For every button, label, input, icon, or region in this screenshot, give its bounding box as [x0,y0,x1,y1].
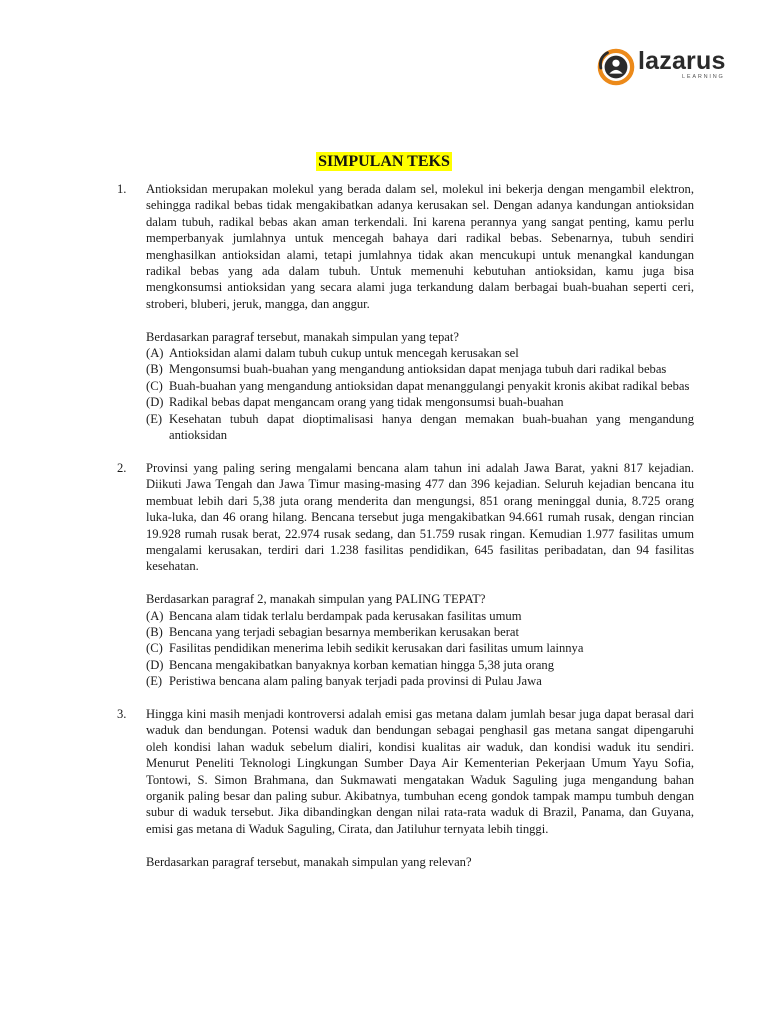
question-number: 3. [117,706,127,721]
option-d [146,394,694,410]
question-paragraph: Hingga kini masih menjadi kontroversi adalah emisi gas metana dalam jumlah besar juga dapat berasal dari waduk dan bendungan. Potensi waduk dan bendungan sebagai penghasil gas metana sangat dipengaruhi oleh kondisi lahan waduk sebelum dialiri, kondisi kualitas air waduk, dan kondisi waduk itu sendiri. Menurut Peneliti Teknologi Lingkungan Sumber Daya Air Kementerian Pekerjaan Umum Yayu Sofia, Tontowi, S. Simon Brahmana, dan Sukmawati mengatakan Waduk Saguling juga mengandung bahan organik paling besar dan paling subur. Akibatnya, tumbuhan eceng gondok tampak mampu tumbuh dengan subur di waduk tersebut. Jika dibandingkan dengan nilai rata-rata waduk di Brazil, Panama, dan Guyana, emisi gas metana di Waduk Saguling, Cirata, dan Jatiluhur ternyata lebih tinggi. [146,706,694,836]
lazarus-logo [597,48,726,86]
option-label: (C) [146,641,163,656]
lazarus-logo-icon [597,48,635,86]
option-text: Antioksidan alami dalam tubuh cukup untuk mencegah kerusakan sel [169,346,519,361]
logo-name: lazarus [638,47,726,76]
option-e [146,673,694,689]
option-text: Mengonsumsi buah-buahan yang mengandung antioksidan dapat menjaga tubuh dari radikal bebas [169,362,667,377]
option-a [146,345,694,361]
option-text: Fasilitas pendidikan menerima lebih sedikit kerusakan dari fasilitas umum lainnya [169,641,584,656]
option-b [146,624,694,640]
option-text: Bencana alam tidak terlalu berdampak pada kerusakan fasilitas umum [169,608,522,623]
option-label: (C) [146,378,163,393]
question-list [117,181,694,870]
question-1 [117,181,694,443]
option-e [146,411,694,444]
question-prompt: Berdasarkan paragraf tersebut, manakah simpulan yang relevan? [146,854,472,869]
title-text: SIMPULAN TEKS [318,153,450,170]
option-c [146,640,694,656]
option-label: (B) [146,624,163,639]
question-2 [117,460,694,690]
option-label: (D) [146,395,164,410]
option-d [146,657,694,673]
option-text: Kesehatan tubuh dapat dioptimalisasi hanya dengan memakan buah-buahan yang mengandung antioksidan [169,411,694,443]
option-label: (E) [146,411,163,426]
option-text: Bencana yang terjadi sebagian besarnya memberikan kerusakan berat [169,624,520,639]
question-paragraph: Antioksidan merupakan molekul yang berada dalam sel, molekul ini bekerja dengan mengambil elektron, sehingga radikal bebas tidak mengakibatkan adanya kerusakan sel. Dengan adanya kandungan antioksidan dalam tubuh, radikal bebas akan aman terkendali. Ini karena perannya yang sangat penting, kamu perlu memperbanyak jumlahnya untuk mencegah bahaya dari radikal bebas. Sebenarnya, tubuh sendiri menghasilkan antioksidan alami, tetapi jumlahnya tidak akan mencukupi untuk menangkal kandungan radikal bebas yang ada dalam tubuh. Untuk memenuhi kebutuhan antioksidan, kamu juga bisa mengkonsumsi antioksidan yang secara alami juga terkandung dalam berbagai buah-buahan seperti ceri, stroberi, bluberi, jeruk, mangga, dan anggur. [146,182,694,311]
option-label: (A) [146,608,164,623]
question-number: 2. [117,460,127,475]
option-text: Peristiwa bencana alam paling banyak terjadi pada provinsi di Pulau Jawa [169,674,542,689]
option-label: (E) [146,674,163,689]
option-text: Bencana mengakibatkan banyaknya korban kematian hingga 5,38 juta orang [169,657,555,672]
option-list [146,608,694,690]
option-text: Radikal bebas dapat mengancam orang yang tidak mengonsumsi buah-buahan [169,395,564,410]
question-number: 1. [117,182,127,196]
option-b [146,361,694,377]
option-text: Buah-buahan yang mengandung antioksidan dapat menanggulangi penyakit kronis akibat radikal bebas [169,378,690,393]
option-c [146,378,694,394]
question-paragraph: Provinsi yang paling sering mengalami bencana alam tahun ini adalah Jawa Barat, yakni 817 kejadian. Diikuti Jawa Tengah dan Jawa Timur masing-masing 477 dan 396 kejadian. Seluruh kejadian bencana itu membuat lebih dari 5,38 juta orang menderita dan mengungsi, 851 orang meninggal dunia, 8.725 orang luka-luka, dan 46 orang hilang. Bencana tersebut juga mengakibatkan 94.661 rumah rusak, dengan rincian 19.928 rumah rusak berat, 22.974 rusak sedang, dan 51.759 rusak ringan. Kemudian 1.977 fasilitas umum mengalami kerusakan, terdiri dari 1.238 fasilitas pendidikan, 645 fasilitas peribadatan, dan 94 fasilitas kesehatan. [146,460,694,574]
question-prompt: Berdasarkan paragraf tersebut, manakah simpulan yang tepat? [146,329,459,344]
question-prompt: Berdasarkan paragraf 2, manakah simpulan yang PALING TEPAT? [146,592,486,607]
question-3 [117,706,694,870]
document-title [0,137,768,174]
option-list [146,345,694,443]
option-label: (B) [146,362,163,377]
logo-subtitle: LEARNING [682,74,725,81]
option-label: (D) [146,657,164,672]
option-label: (A) [146,346,164,361]
option-a [146,608,694,624]
